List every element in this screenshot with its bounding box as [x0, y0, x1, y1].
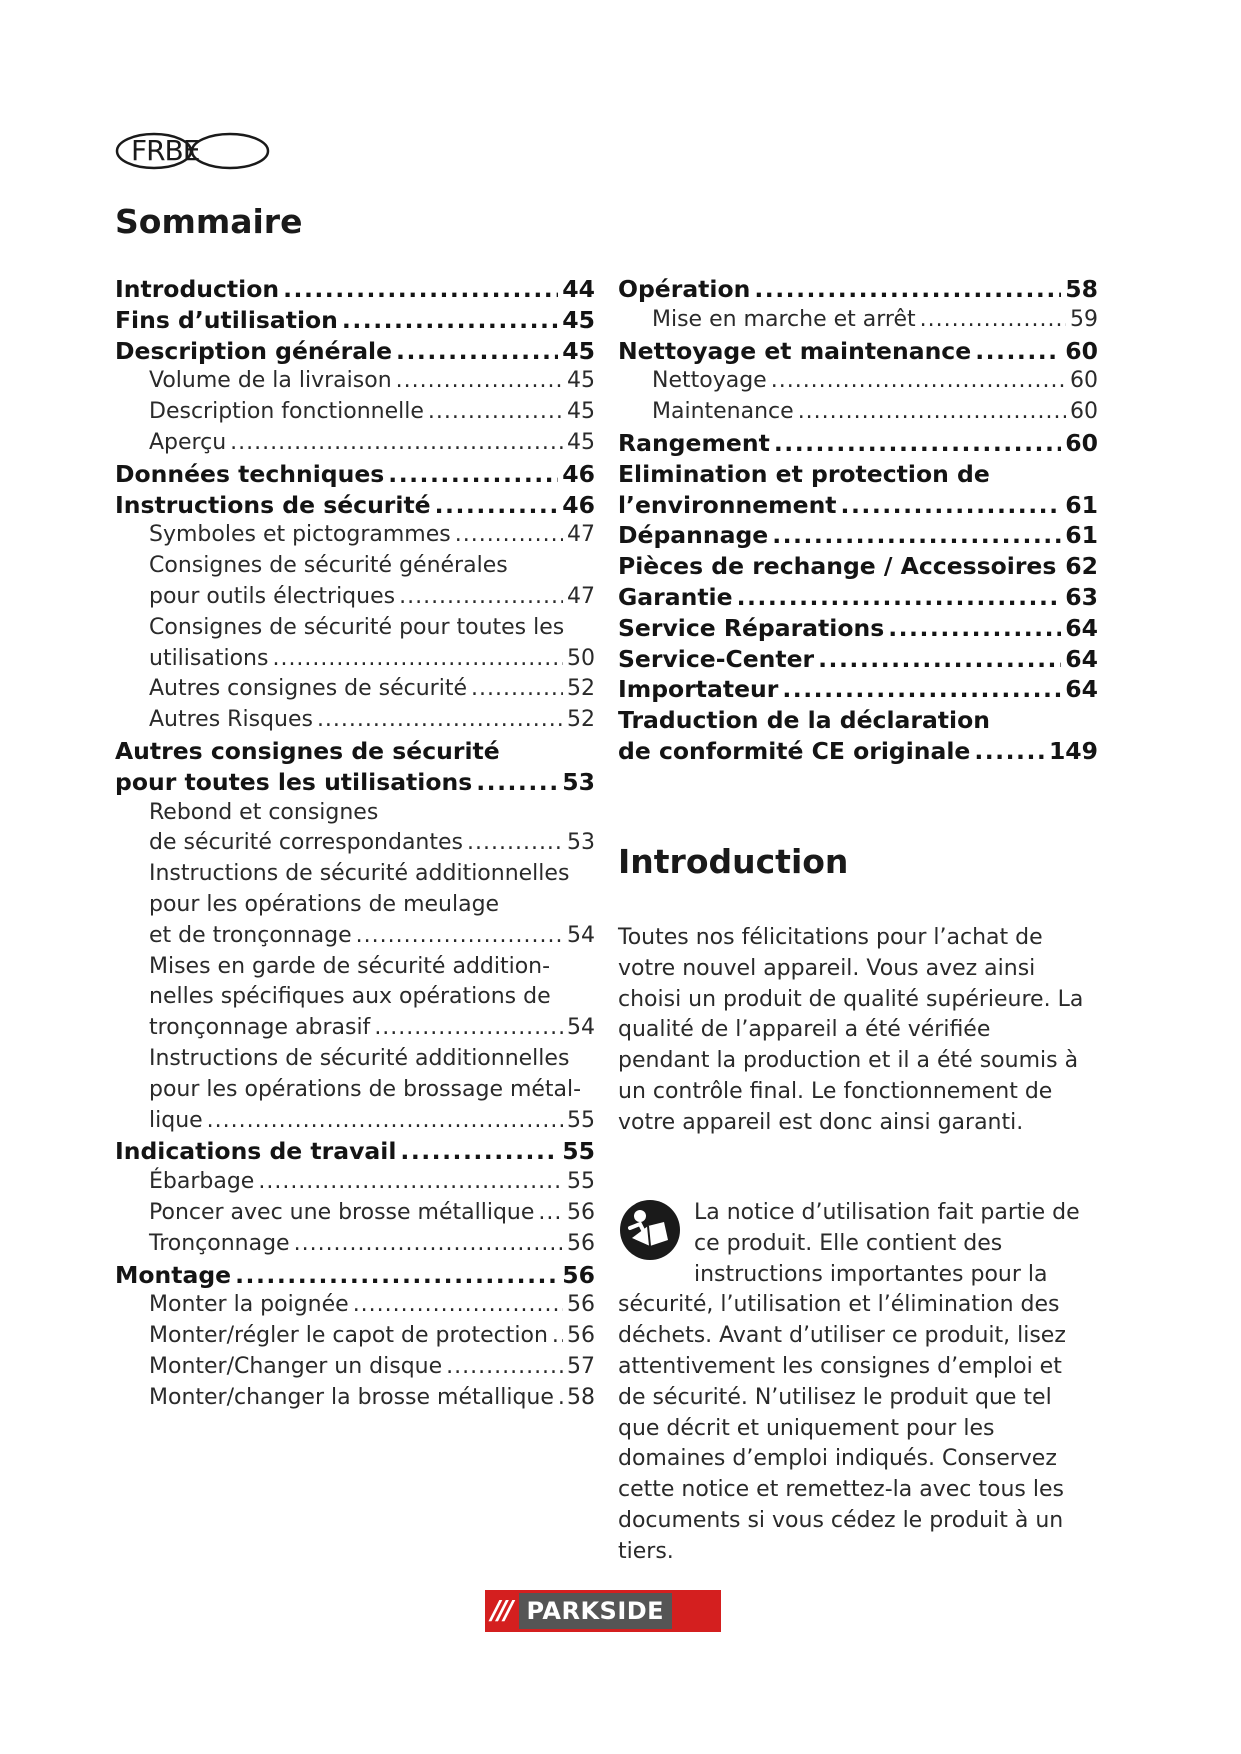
toc-page-number: 45 — [567, 429, 595, 455]
toc-leader-dots — [476, 767, 558, 798]
toc-entry-title: tronçonnage abrasif — [149, 1015, 371, 1041]
toc-entry[interactable] — [115, 613, 595, 675]
toc-entry-title: de sécurité correspondantes — [149, 830, 463, 856]
toc-leader-dots — [446, 1352, 563, 1383]
toc-page-number: 56 — [567, 1292, 595, 1318]
toc-page-number: 64 — [1065, 613, 1098, 642]
toc-entry[interactable] — [618, 397, 1098, 428]
toc-entry[interactable] — [618, 705, 1098, 767]
toc-entry-title: Ébarbage — [149, 1169, 255, 1195]
parkside-logo — [485, 1590, 721, 1632]
toc-entry-title: Nettoyage — [652, 368, 767, 394]
toc-leader-dots — [353, 1290, 563, 1321]
toc-page-number: 53 — [567, 830, 595, 856]
toc-page-number: 61 — [1065, 490, 1098, 519]
introduction-title: Introduction — [618, 842, 849, 881]
toc-entry[interactable] — [618, 520, 1098, 551]
toc-entry-title: pour toutes les utilisations — [115, 767, 473, 796]
toc-entry[interactable] — [115, 520, 595, 551]
toc-entry-title: Garantie — [618, 582, 733, 611]
toc-page-number: 58 — [1065, 275, 1098, 303]
toc-entry-title: Poncer avec une brosse métallique — [149, 1199, 535, 1225]
toc-entry-title: Importateur — [618, 675, 779, 704]
toc-leader-dots — [888, 613, 1061, 644]
toc-page-number: 55 — [567, 1107, 595, 1133]
toc-entry[interactable] — [115, 1229, 595, 1260]
toc-entry-title: Monter/changer la brosse métallique — [149, 1384, 554, 1410]
toc-entry[interactable] — [618, 366, 1098, 397]
toc-entry[interactable] — [618, 274, 1098, 305]
toc-page-number: 56 — [567, 1199, 595, 1225]
toc-leader-dots — [374, 1013, 563, 1044]
toc-leader-dots — [974, 736, 1045, 767]
toc-entry[interactable] — [115, 1260, 595, 1291]
toc-entry[interactable] — [115, 1136, 595, 1167]
toc-page-number: 55 — [562, 1137, 595, 1166]
toc-entry-title: Mise en marche et arrêt — [652, 306, 916, 332]
toc-entry[interactable] — [618, 644, 1098, 675]
toc-page-number: 56 — [562, 1260, 595, 1289]
toc-entry-title: Tronçonnage — [149, 1230, 290, 1256]
toc-entry-title: Opération — [618, 275, 751, 303]
toc-left-column — [115, 274, 595, 1413]
toc-entry-title: Description fonctionnelle — [149, 399, 424, 425]
toc-page-number: 64 — [1065, 675, 1098, 704]
toc-page-number: 45 — [562, 305, 595, 334]
toc-leader-dots — [558, 1383, 563, 1414]
toc-entry-title: Dépannage — [618, 521, 769, 550]
toc-leader-dots — [737, 582, 1062, 613]
toc-entry-title: Autres Risques — [149, 707, 313, 733]
toc-leader-dots — [435, 490, 559, 521]
toc-leader-dots — [356, 921, 563, 952]
toc-leader-dots — [272, 644, 563, 675]
toc-page-number: 46 — [562, 459, 595, 488]
toc-entry-title: Symboles et pictogrammes — [149, 522, 451, 548]
toc-leader-dots — [467, 828, 563, 859]
toc-entry[interactable] — [618, 551, 1098, 582]
toc-leader-dots — [400, 1136, 558, 1167]
toc-entry[interactable] — [115, 397, 595, 428]
toc-entry-title: Instructions de sécurité additionnelles — [149, 1045, 570, 1071]
toc-entry[interactable] — [115, 1290, 595, 1321]
toc-entry-title: Autres consignes de sécurité — [149, 676, 467, 702]
toc-page-number: 61 — [1065, 521, 1098, 550]
toc-page-number: 60 — [1070, 368, 1098, 394]
toc-page-number: 60 — [1065, 336, 1098, 365]
toc-entry[interactable] — [115, 859, 595, 951]
toc-entry[interactable] — [115, 274, 595, 305]
toc-leader-dots — [538, 1198, 563, 1229]
toc-entry-title: Monter/Changer un disque — [149, 1353, 443, 1379]
toc-leader-dots — [772, 520, 1061, 551]
toc-entry-title: Montage — [115, 1260, 232, 1289]
toc-page-number: 58 — [567, 1384, 595, 1410]
toc-leader-dots — [818, 644, 1061, 675]
toc-entry-title: Rebond et consignes — [149, 799, 379, 825]
toc-entry-title: Description générale — [115, 336, 393, 365]
toc-entry-title: utilisations — [149, 645, 269, 671]
toc-entry-title: Service Réparations — [618, 613, 885, 642]
toc-leader-dots — [342, 305, 558, 336]
toc-entry-title: Nettoyage et maintenance — [618, 336, 972, 365]
toc-entry[interactable] — [618, 613, 1098, 644]
toc-entry-title: Instructions de sécurité additionnelles — [149, 861, 570, 887]
toc-entry[interactable] — [618, 674, 1098, 705]
toc-leader-dots — [283, 274, 558, 305]
toc-entry-title: Consignes de sécurité pour toutes les — [149, 614, 565, 640]
language-code: FRBE — [131, 134, 200, 167]
toc-entry[interactable] — [115, 1198, 595, 1229]
toc-entry-title: pour outils électriques — [149, 583, 396, 609]
toc-leader-dots — [388, 459, 558, 490]
toc-page-number: 60 — [1070, 399, 1098, 425]
toc-page-number: 56 — [567, 1323, 595, 1349]
toc-entry[interactable] — [115, 952, 595, 1044]
toc-leader-dots — [798, 397, 1066, 428]
toc-entry[interactable] — [115, 1321, 595, 1352]
toc-entry-title: pour les opérations de meulage — [149, 891, 500, 917]
toc-page-number: 50 — [567, 645, 595, 671]
toc-entry[interactable] — [115, 551, 595, 613]
toc-leader-dots — [317, 705, 563, 736]
toc-entry-title: lique — [149, 1107, 203, 1133]
toc-entry-title: Fins d’utilisation — [115, 305, 338, 334]
toc-page-number: 46 — [562, 490, 595, 519]
toc-entry[interactable] — [115, 1044, 595, 1136]
notice-block — [618, 1198, 1088, 1568]
toc-leader-dots — [294, 1229, 563, 1260]
toc-entry[interactable] — [618, 336, 1098, 367]
toc-page-number: 57 — [567, 1353, 595, 1379]
toc-leader-dots — [552, 1321, 563, 1352]
toc-entry[interactable] — [115, 736, 595, 798]
toc-leader-dots — [258, 1167, 563, 1198]
toc-entry-title: Mises en garde de sécurité addition- — [149, 953, 551, 979]
toc-page-number: 59 — [1070, 306, 1098, 332]
toc-entry[interactable] — [115, 1167, 595, 1198]
toc-leader-dots — [230, 428, 563, 459]
toc-entry-title: Instructions de sécurité — [115, 490, 431, 519]
logo-slashes: /// — [491, 1596, 511, 1626]
toc-page-number: 44 — [562, 275, 595, 303]
toc-page-number: 54 — [567, 922, 595, 948]
toc-entry[interactable] — [618, 305, 1098, 336]
toc-entry-title: Données techniques — [115, 459, 385, 488]
toc-entry[interactable] — [115, 705, 595, 736]
toc-entry-title: nelles spécifiques aux opérations de — [149, 984, 551, 1010]
toc-entry-title: Monter la poignée — [149, 1292, 349, 1318]
toc-page-number: 62 — [1065, 552, 1098, 581]
toc-entry-title: Traduction de la déclaration — [618, 706, 990, 735]
toc-leader-dots — [396, 336, 558, 367]
toc-page-number: 45 — [567, 399, 595, 425]
notice-text: La notice d’utilisation fait partie de ce produit. Elle contient des instructions importantes pour la sécurité, l’utilisation et l’élimination des déchets. Avant d’utiliser ce produit, lisez attentivement les consignes d’emploi et de sécurité. N’utilisez le produit que tel que décrit et uniquement pour les domaines d’emploi indiqués. Conservez cette notice et remettez-la avec tous les documents si vous cédez le produit à un tiers. — [618, 1200, 1080, 1564]
toc-entry-title: Volume de la livraison — [149, 368, 392, 394]
toc-leader-dots — [920, 305, 1066, 336]
toc-page-number: 149 — [1048, 736, 1098, 765]
toc-page-number: 47 — [567, 583, 595, 609]
toc-leader-dots — [1060, 551, 1061, 582]
toc-entry[interactable] — [618, 428, 1098, 459]
toc-page-number: 56 — [567, 1230, 595, 1256]
toc-entry[interactable] — [115, 366, 595, 397]
toc-leader-dots — [774, 428, 1061, 459]
toc-leader-dots — [207, 1106, 563, 1137]
toc-page-number: 55 — [567, 1169, 595, 1195]
toc-entry[interactable] — [115, 428, 595, 459]
toc-entry[interactable] — [115, 305, 595, 336]
toc-leader-dots — [428, 397, 563, 428]
toc-page-number: 54 — [567, 1015, 595, 1041]
toc-entry-title: Rangement — [618, 428, 770, 457]
toc-entry[interactable] — [115, 798, 595, 860]
toc-leader-dots — [471, 674, 563, 705]
toc-entry-title: l’environnement — [618, 490, 837, 519]
toc-leader-dots — [754, 274, 1061, 305]
toc-page-number: 63 — [1065, 582, 1098, 611]
toc-entry[interactable] — [115, 674, 595, 705]
toc-entry-title: Introduction — [115, 275, 280, 303]
toc-entry-title: de conformité CE originale — [618, 736, 971, 765]
toc-entry-title: Elimination et protection de — [618, 459, 990, 488]
language-badge — [115, 132, 271, 170]
toc-page-number: 60 — [1065, 428, 1098, 457]
toc-entry[interactable] — [115, 490, 595, 521]
toc-right-column — [618, 274, 1098, 767]
toc-entry-title: Maintenance — [652, 399, 794, 425]
toc-leader-dots — [455, 520, 563, 551]
toc-page-number: 52 — [567, 676, 595, 702]
toc-entry[interactable] — [115, 1383, 595, 1414]
logo-brand-name: PARKSIDE — [519, 1593, 673, 1629]
toc-entry[interactable] — [618, 582, 1098, 613]
toc-leader-dots — [396, 366, 563, 397]
toc-leader-dots — [975, 336, 1061, 367]
toc-page-number: 64 — [1065, 644, 1098, 673]
toc-entry[interactable] — [115, 336, 595, 367]
toc-page-number: 45 — [562, 336, 595, 365]
toc-entry[interactable] — [115, 1352, 595, 1383]
toc-leader-dots — [771, 366, 1066, 397]
toc-entry-title: et de tronçonnage — [149, 922, 352, 948]
toc-leader-dots — [841, 490, 1062, 521]
toc-leader-dots — [782, 674, 1061, 705]
toc-entry-title: Aperçu — [149, 429, 227, 455]
toc-leader-dots — [399, 582, 563, 613]
toc-entry-title: Pièces de rechange / Accessoires — [618, 552, 1057, 581]
toc-entry-title: Indications de travail — [115, 1137, 397, 1166]
toc-page-number: 53 — [562, 767, 595, 796]
read-manual-icon — [618, 1198, 682, 1262]
toc-entry-title: pour les opérations de brossage métal- — [149, 1076, 582, 1102]
toc-title: Sommaire — [115, 202, 303, 241]
toc-entry[interactable] — [618, 459, 1098, 521]
toc-entry-title: Autres consignes de sécurité — [115, 736, 500, 765]
toc-leader-dots — [235, 1260, 558, 1291]
toc-page-number: 52 — [567, 707, 595, 733]
toc-entry[interactable] — [115, 459, 595, 490]
toc-page-number: 45 — [567, 368, 595, 394]
toc-entry-title: Consignes de sécurité générales — [149, 553, 508, 579]
toc-page-number: 47 — [567, 522, 595, 548]
introduction-text: Toutes nos félicitations pour l’achat de votre nouvel appareil. Vous avez ainsi choisi un produit de qualité supérieure. La qualité de l’appareil a été vérifiée pendant la production et il a été soumis à un contrôle final. Le fonctionnement de votre appareil est donc ainsi garanti. — [618, 925, 1084, 1135]
toc-entry-title: Service-Center — [618, 644, 815, 673]
toc-entry-title: Monter/régler le capot de protection — [149, 1323, 548, 1349]
